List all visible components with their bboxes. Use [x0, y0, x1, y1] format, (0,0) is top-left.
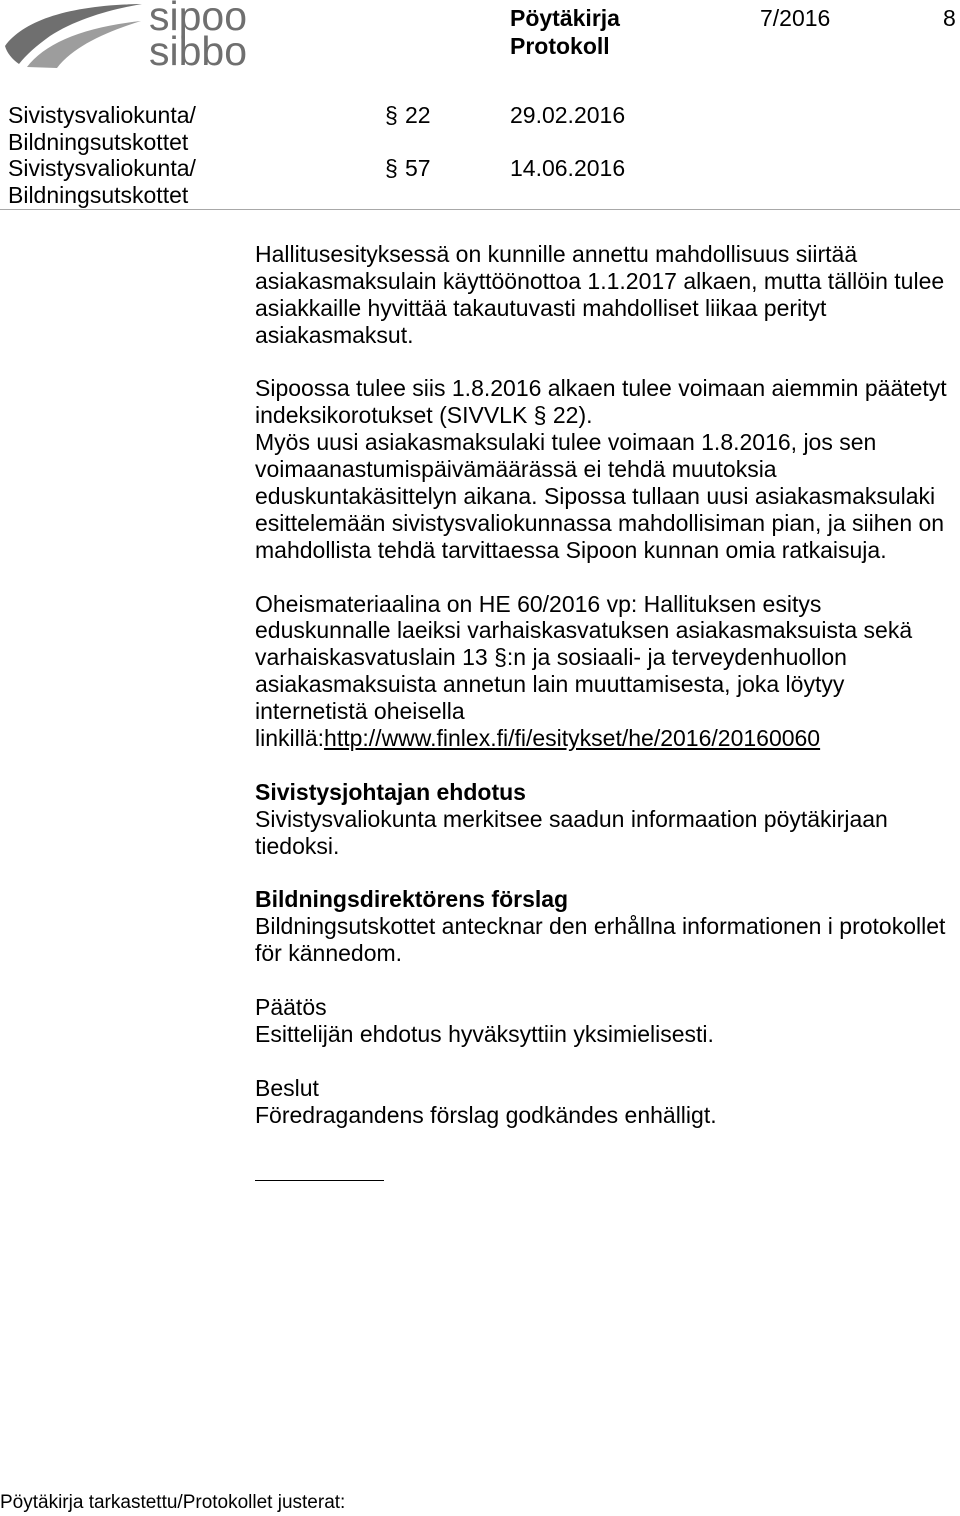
committee-name [8, 102, 196, 156]
text-line: mahdollista tehdä tarvittaessa Sipoon kunnan omia ratkaisuja. [255, 536, 887, 563]
logo-wordmark-fi: sipoo [149, 0, 248, 39]
text-line: för kännedom. [255, 940, 403, 967]
text-line: Esittelijän ehdotus hyväksyttiin yksimielisesti. [255, 1020, 714, 1047]
proposal-sv [255, 886, 947, 967]
reference-row [0, 102, 960, 156]
decision-fi-heading: Päätös [255, 993, 327, 1020]
text-line: asiakasmaksut. [255, 321, 414, 348]
text-line: Myös uusi asiakasmaksulaki tulee voimaan 1.8.2016, jos sen [255, 429, 877, 456]
page-number: 8 [943, 5, 956, 31]
text-line: eduskuntakäsittelyn aikana. Sipossa tullaan uusi asiakasmaksulaki [255, 483, 936, 510]
text-line: Föredragandens förslag godkändes enhälligt. [255, 1101, 717, 1128]
section-sign: § [385, 155, 398, 181]
swoosh-band-dark [5, 4, 142, 64]
text-line: Oheismateriaalina on HE 60/2016 vp: Hallituksen esitys [255, 590, 822, 617]
text-line: asiakasmaksuista annetun lain muuttamisesta, joka löytyy [255, 671, 845, 698]
doc-type-fi: Pöytäkirja [510, 5, 620, 31]
header-divider [0, 209, 960, 210]
agenda-item-body [255, 241, 947, 1128]
decision-fi [255, 994, 947, 1048]
link-prefix: linkillä: [255, 725, 325, 752]
signature-rule [255, 1180, 384, 1181]
text-line: Sivistysvaliokunta merkitsee saadun informaation pöytäkirjaan [255, 805, 888, 832]
text-line: tiedoksi. [255, 832, 340, 859]
proposal-sv-heading: Bildningsdirektörens förslag [255, 886, 569, 913]
text-line: varhaiskasvatuslain 13 §:n ja sosiaali- ja terveydenhuollon [255, 644, 847, 671]
committee-name-fi: Sivistysvaliokunta/ [8, 155, 196, 181]
text-line: internetistä oheisella [255, 698, 465, 725]
minutes-checked-label: Pöytäkirja tarkastettu/Protokollet justerat: [0, 1492, 346, 1513]
text-line: eduskunnalle laeiksi varhaiskasvatuksen asiakasmaksuista sekä [255, 617, 913, 644]
committee-name-fi: Sivistysvaliokunta/ [8, 102, 196, 128]
committee-name-sv: Bildningsutskottet [8, 181, 189, 208]
background-paragraph [255, 241, 947, 349]
section-sign: § [385, 102, 398, 128]
text-line: indeksikorotukset (SIVVLK § 22). [255, 402, 593, 429]
reference-row [0, 155, 960, 209]
municipality-logo [0, 0, 255, 72]
finlex-link[interactable]: http://www.finlex.fi/fi/esitykset/he/2016/20160060 [324, 725, 821, 752]
text-line: asiakasmaksulain käyttöönottoa 1.1.2017 alkaen, mutta tällöin tulee [255, 267, 945, 294]
section-number: 57 [405, 155, 431, 181]
background-paragraph [255, 375, 947, 563]
text-line: Bildningsutskottet antecknar den erhållna informationen i protokollet [255, 913, 946, 940]
meeting-date: 29.02.2016 [510, 102, 626, 128]
meeting-number: 7/2016 [760, 5, 831, 31]
text-line: voimaanastumispäivämäärässä ei tehdä muutoksia [255, 456, 777, 483]
text-line: Hallitusesityksessä on kunnille annettu mahdollisuus siirtää [255, 241, 858, 267]
text-line: Sipoossa tulee siis 1.8.2016 alkaen tulee voimaan aiemmin päätetyt [255, 375, 947, 402]
meeting-date: 14.06.2016 [510, 155, 626, 181]
committee-name [8, 155, 196, 209]
committee-name-sv: Bildningsutskottet [8, 128, 189, 155]
decision-sv [255, 1075, 947, 1129]
logo-wordmark-sv: sibbo [149, 28, 248, 74]
proposal-fi [255, 779, 947, 860]
sipoo-swoosh-icon [0, 0, 150, 70]
text-line: esittelemään sivistysvaliokunnassa mahdollisiman pian, ja siihen on [255, 509, 945, 536]
proposal-fi-heading: Sivistysjohtajan ehdotus [255, 778, 526, 805]
link-line [255, 725, 947, 752]
doc-type-sv: Protokoll [510, 33, 610, 59]
decision-sv-heading: Beslut [255, 1074, 319, 1101]
section-number: 22 [405, 102, 431, 128]
text-line: asiakkaille hyvittää takautuvasti mahdolliset liikaa perityt [255, 294, 827, 321]
attachment-paragraph [255, 591, 947, 752]
